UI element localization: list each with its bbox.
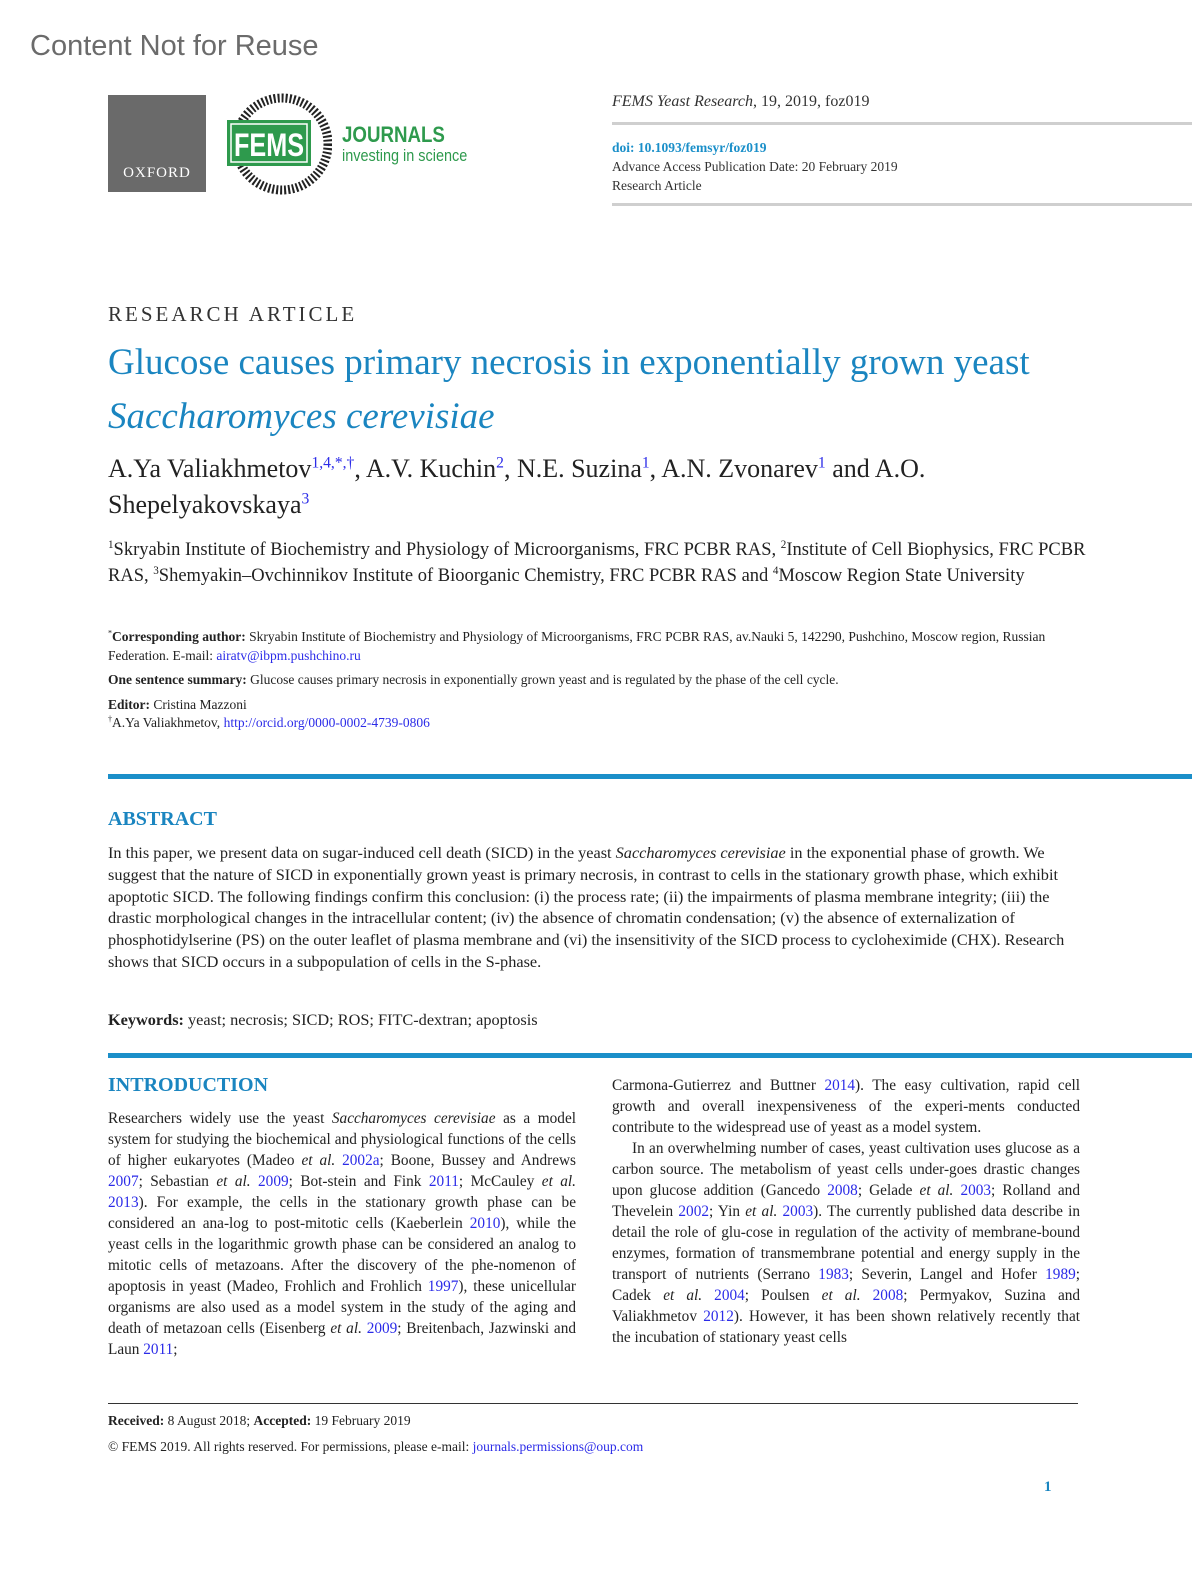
author-list [108,451,1108,523]
link[interactable]: 2009 [366,1320,398,1337]
link[interactable]: 2014 [824,1077,856,1094]
abstract-text [108,842,1080,973]
link[interactable]: 2011 [143,1341,174,1358]
text-segment: ; Permyakov, Suzina and Valiakhmetov [612,1287,1081,1325]
fems-journals-wordmark [342,122,489,166]
link[interactable]: 1989 [1045,1266,1076,1283]
copyright [108,1439,643,1455]
page-number: 1 [1044,1479,1052,1495]
divider [612,203,1192,206]
orcid [108,713,1088,732]
link[interactable]: 2013 [108,1194,139,1211]
superscript: 1 [641,454,650,472]
text-segment: 19 February 2019 [311,1413,411,1428]
link[interactable]: airatv@ibpm.pushchino.ru [216,648,361,663]
section-rule [108,774,1192,779]
superscript: 1 [108,538,114,551]
text-segment: Saccharomyces cerevisiae [108,396,495,437]
link[interactable]: 1983 [818,1266,849,1283]
intro-right-column [612,1075,1080,1348]
abstract-heading: ABSTRACT [108,808,217,830]
text-segment: ), while the yeast cells in the logarithmic growth phase can be considered an analog to mitotic cells of metazoans. After the discovery of the phe-nomenon of apoptosis in yeast (Madeo, Frohlich and Frohlich [108,1215,576,1295]
footer-rule [108,1403,1078,1404]
text-segment: Skryabin Institute of Biochemistry and Physiology of Microorganisms, FRC PCBR RAS, av.Nauki 5, 142290, Pushchino, Moscow region, Russian Federation. E-mail: [108,629,1046,663]
oxford-logo [108,95,206,192]
text-segment: ; Rolland and Thevelein [612,1182,1080,1220]
paragraph [108,1108,576,1360]
journal-volume: , 19, 2019, foz019 [753,93,870,110]
text-segment: Saccharomyces cerevisiae [615,843,786,862]
text-segment: Researchers widely use the yeast [108,1110,332,1127]
link[interactable]: 2003 [782,1203,814,1220]
superscript: 1,4,*,† [311,454,355,472]
link[interactable]: 2008 [827,1182,858,1199]
text-segment: 8 August 2018; [164,1413,254,1428]
text-segment: et al. [663,1287,703,1304]
link[interactable]: 2003 [960,1182,992,1199]
article-meta [612,138,898,195]
text-segment: Skryabin Institute of Biochemistry and Physiology of Microorganisms, FRC PCBR RAS, [113,540,781,560]
doi-link[interactable]: doi: 10.1093/femsyr/foz019 [612,140,767,155]
text-segment: as a model system for studying the biochemical and physiological functions of the cells of higher eukaryotes (Madeo [108,1110,576,1169]
text-segment: , N.E. Suzina [503,454,642,483]
superscript: 2 [496,454,504,472]
received-dates [108,1413,411,1429]
link[interactable]: 2012 [703,1308,734,1325]
text-segment [861,1287,873,1304]
text-segment: Cristina Mazzoni [150,697,247,712]
journal-citation [612,93,869,111]
text-segment: ; Boone, Bussey and Andrews [379,1152,576,1169]
text-segment: ; Bot-stein and Fink [288,1173,429,1190]
text-segment: ). The currently published data describe in detail the role of glu-cose in regulation of the activity of membrane-bound enzymes, formation of transmembrane potential and energy supply in the transport of nutrients (Serrano [612,1203,1081,1283]
text-segment: Glucose causes primary necrosis in exponentially grown yeast and is regulated by the phase of the cell cycle. [246,672,839,687]
text-segment: Moscow Region State University [778,565,1025,586]
text-segment: ; Yin [709,1203,746,1220]
text-segment: ; Poulsen [744,1287,822,1304]
text-segment: © FEMS 2019. All rights reserved. For permissions, please e-mail: [108,1439,473,1454]
text-segment: , A.N. Zvonarev [649,454,818,483]
text-segment: et al. [821,1287,861,1304]
link[interactable]: journals.permissions@oup.com [472,1439,644,1454]
intro-left-column [108,1108,576,1360]
text-segment: One sentence summary: [108,672,247,687]
link[interactable]: 2011 [428,1173,459,1190]
text-segment: A.Ya Valiakhmetov [108,454,312,483]
article-title [108,336,1108,444]
link[interactable]: 2002 [678,1203,709,1220]
text-segment: Received: [108,1413,165,1428]
text-segment: A.Ya Valiakhmetov, [112,715,224,730]
text-segment: ; McCauley [458,1173,542,1190]
link[interactable]: 2008 [872,1287,904,1304]
article-label: RESEARCH ARTICLE [108,302,358,326]
paragraph [612,1075,1080,1138]
text-segment: et al. [301,1152,336,1169]
superscript: 3 [301,490,310,508]
text-segment: Saccharomyces cerevisiae [331,1110,496,1127]
text-segment [702,1287,714,1304]
text-segment: et al. [216,1173,251,1190]
text-segment: ; Severin, Langel and Hofer [848,1266,1046,1283]
introduction-heading: INTRODUCTION [108,1074,269,1096]
oxford-logo-text: OXFORD [123,165,191,181]
text-segment: , A.V. Kuchin [354,454,497,483]
journals-text: JOURNALS [342,122,445,147]
fems-logo [222,92,332,196]
text-segment: ). The easy cultivation, rapid cell growth and overall inexpensiveness of the experi-ments conducted contribute to the widespread use of yeast as a model system. [612,1077,1081,1136]
slogan-text: investing in science [342,146,468,165]
one-sentence-summary [108,670,1088,689]
text-segment: et al. [745,1203,778,1220]
text-segment: Accepted: [253,1413,312,1428]
text-segment: Glucose causes primary necrosis in exponentially grown yeast [108,342,1030,383]
superscript: * [108,628,113,638]
text-segment: et al. [541,1173,577,1190]
superscript: 3 [153,564,159,577]
article-type: Research Article [612,178,702,193]
link[interactable]: 2007 [108,1173,139,1190]
watermark: Content Not for Reuse [30,30,319,62]
link[interactable]: 1997 [427,1278,459,1295]
editor [108,695,1088,714]
link[interactable]: 2004 [714,1287,745,1304]
text-segment: Keywords: [108,1010,184,1029]
text-segment: ). However, it has been shown relatively recently that the incubation of stationary yeast cells [612,1308,1080,1346]
affiliations [108,538,1088,589]
text-segment: ; Breitenbach, Jazwinski and Laun [108,1320,576,1358]
text-segment: In an overwhelming number of cases, yeast cultivation uses glucose as a carbon source. The metabolism of yeast cells under-goes drastic changes upon glucose addition (Gancedo [612,1140,1080,1199]
text-segment: Institute of Cell Biophysics, FRC PCBR RAS, [108,540,1086,586]
text-segment: ; Cadek [612,1266,1080,1304]
text-segment: ; Gelade [857,1182,920,1199]
paragraph [612,1138,1080,1348]
link[interactable]: 2009 [258,1173,289,1190]
text-segment: ), these unicellular organisms are also used as a model system in the study of the aging and death of metazoan cells (Eisenberg [108,1278,577,1337]
text-segment: Editor: [108,697,150,712]
text-segment: and A.O. Shepelyakovskaya [108,454,926,519]
link[interactable]: 2010 [469,1215,501,1232]
text-segment: In this paper, we present data on sugar-induced cell death (SICD) in the yeast [108,843,616,862]
text-segment: Carmona-Gutierrez and Buttner [612,1077,825,1094]
link[interactable]: 2002a [342,1152,380,1169]
superscript: † [108,714,113,724]
divider [612,122,1192,125]
superscript: 4 [772,564,779,577]
text-segment: et al. [330,1320,362,1337]
link[interactable]: http://orcid.org/0000-0002-4739-0806 [223,715,430,730]
text-segment [251,1173,258,1190]
keywords [108,1010,538,1030]
text-segment: ; Sebastian [138,1173,217,1190]
text-segment: et al. [919,1182,954,1199]
text-segment: yeast; necrosis; SICD; ROS; FITC-dextran; apoptosis [183,1010,538,1029]
publication-date: Advance Access Publication Date: 20 February 2019 [612,159,898,174]
text-segment: ). For example, the cells in the stationary growth phase can be considered an ana-log to post-mitotic cells (Kaeberlein [108,1194,576,1232]
text-segment: ; [173,1341,178,1358]
section-rule [108,1053,1192,1058]
text-segment: Shemyakin–Ovchinnikov Institute of Bioorganic Chemistry, FRC PCBR RAS and [158,565,773,586]
journal-name: FEMS Yeast Research [612,93,754,110]
text-segment: in the exponential phase of growth. We suggest that the nature of SICD in exponentially grown yeast is primary necrosis, in contrast to cells in the stationary growth phase, which exhibit apoptotic SICD. The following findings confirm this conclusion: (i) the process rate; (ii) the impairments of plasma membrane integrity; (iii) the drastic morphological changes in the intracellular content; (iv) the absence of chromatin condensation; (v) the absence of externalization of phosphotidylserine (PS) on the outer leaflet of plasma membrane and (vi) the insensitivity of the SICD process to cycloheximide (CHX). Research shows that SICD occurs in a subpopulation of cells in the S-phase. [108,843,1065,971]
superscript: 2 [780,538,787,551]
corresponding-author [108,627,1088,665]
superscript: 1 [817,454,826,472]
text-segment: Corresponding author: [112,629,246,644]
fems-logo-text: FEMS [234,127,304,163]
